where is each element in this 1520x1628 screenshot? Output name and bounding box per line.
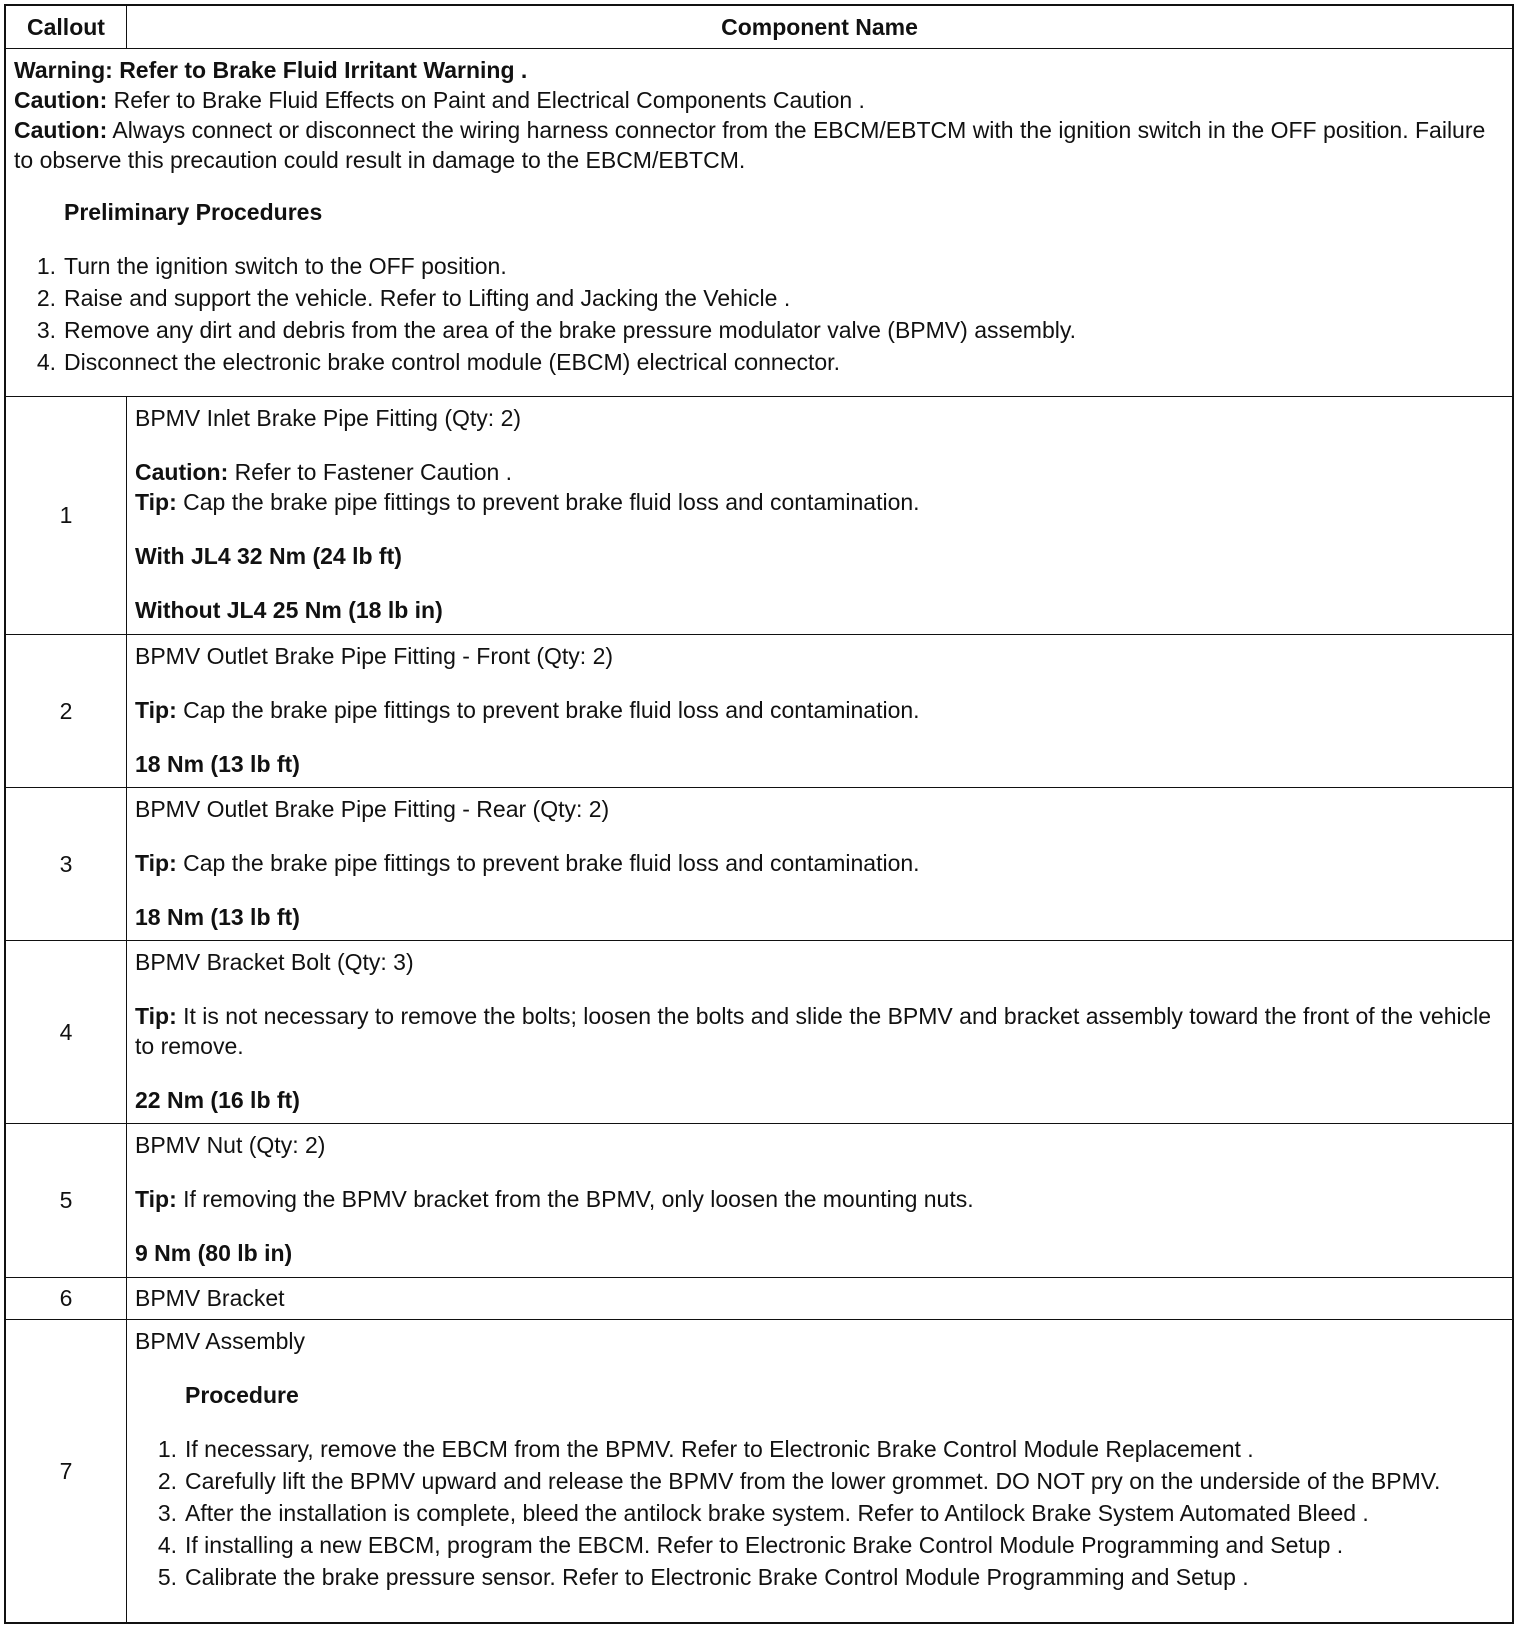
tip-label: Tip: [135, 489, 177, 515]
torque-spec: 22 Nm (16 lb ft) [135, 1087, 300, 1113]
component-cell [127, 1124, 1512, 1277]
list-item: 3. Remove any dirt and debris from the area of the brake pressure modulator valve (BPMV) assembly. [36, 317, 1077, 343]
component-name: BPMV Nut (Qty: 2) [135, 1132, 326, 1158]
header-component-name: Component Name [721, 14, 918, 40]
preliminary-steps [14, 251, 1504, 379]
tip-label: Tip: [135, 1186, 177, 1212]
list-item: 1. Turn the ignition switch to the OFF position. [36, 253, 507, 279]
tip-label: Tip: [135, 850, 177, 876]
tip-text: Cap the brake pipe fittings to prevent brake fluid loss and contamination. [183, 850, 920, 876]
procedure-steps [135, 1434, 1504, 1594]
callout-number: 5 [6, 1124, 127, 1277]
table-row [6, 1124, 1512, 1278]
caution-line-2 [14, 115, 1504, 175]
caution-line-1 [14, 85, 1504, 115]
procedure-title: Procedure [185, 1382, 299, 1408]
component-cell [127, 635, 1512, 787]
component-cell [127, 1278, 1512, 1319]
table-row [6, 788, 1512, 941]
callout-number: 6 [6, 1278, 127, 1319]
list-item: 3. After the installation is complete, bleed the antilock brake system. Refer to Antilock Brake System Automated Bleed . [157, 1500, 1369, 1526]
list-item: 4. Disconnect the electronic brake control module (EBCM) electrical connector. [36, 349, 840, 375]
callout-number: 7 [6, 1320, 127, 1622]
torque-spec: 18 Nm (13 lb ft) [135, 904, 300, 930]
component-name: BPMV Outlet Brake Pipe Fitting - Rear (Qty: 2) [135, 796, 610, 822]
tip-label: Tip: [135, 697, 177, 723]
list-item: 5. Calibrate the brake pressure sensor. Refer to Electronic Brake Control Module Programming and Setup . [157, 1564, 1249, 1590]
callout-number: 1 [6, 397, 127, 634]
table-row [6, 397, 1512, 635]
caution-text-1: Refer to Brake Fluid Effects on Paint and Electrical Components Caution . [113, 87, 865, 113]
torque-spec: 18 Nm (13 lb ft) [135, 751, 300, 777]
component-cell [127, 397, 1512, 634]
tip-text: If removing the BPMV bracket from the BPMV, only loosen the mounting nuts. [183, 1186, 974, 1212]
torque-spec: 9 Nm (80 lb in) [135, 1240, 293, 1266]
intro-cell [6, 49, 1512, 396]
component-name: BPMV Inlet Brake Pipe Fitting (Qty: 2) [135, 405, 522, 431]
header-callout: Callout [6, 6, 127, 48]
caution-text-2: Always connect or disconnect the wiring harness connector from the EBCM/EBTCM with the ignition switch in the OFF position. Failure to observe this precaution could result in damage to the EBCM/EBTCM. [14, 117, 1486, 173]
tip-text: Cap the brake pipe fittings to prevent brake fluid loss and contamination. [183, 489, 920, 515]
callout-number: 3 [6, 788, 127, 940]
table-header [6, 6, 1512, 49]
caution-label-2: Caution: [14, 117, 108, 143]
preliminary-procedures-title: Preliminary Procedures [64, 199, 323, 225]
warning-text: Refer to Brake Fluid Irritant Warning . [119, 57, 528, 83]
tip-text: Cap the brake pipe fittings to prevent brake fluid loss and contamination. [183, 697, 920, 723]
caution-label: Caution: [135, 459, 229, 485]
table-row [6, 1320, 1512, 1622]
list-item: 1. If necessary, remove the EBCM from the BPMV. Refer to Electronic Brake Control Module Replacement . [157, 1436, 1254, 1462]
caution-text: Refer to Fastener Caution . [234, 459, 513, 485]
list-item: 2. Carefully lift the BPMV upward and release the BPMV from the lower grommet. DO NOT pry on the underside of the BPMV. [157, 1468, 1441, 1494]
list-item: 4. If installing a new EBCM, program the EBCM. Refer to Electronic Brake Control Module Programming and Setup . [157, 1532, 1344, 1558]
table-row [6, 635, 1512, 788]
component-name: BPMV Assembly [135, 1328, 305, 1354]
tip-text: It is not necessary to remove the bolts; loosen the bolts and slide the BPMV and bracket assembly toward the front of the vehicle to remove. [135, 1003, 1491, 1059]
intro-row [6, 49, 1512, 397]
list-item: 2. Raise and support the vehicle. Refer to Lifting and Jacking the Vehicle . [36, 285, 791, 311]
callout-number: 2 [6, 635, 127, 787]
component-table [4, 4, 1514, 1624]
warning-label: Warning: [14, 57, 113, 83]
callout-number: 4 [6, 941, 127, 1123]
table-row [6, 941, 1512, 1124]
table-row [6, 1278, 1512, 1320]
warning-line [14, 55, 1504, 85]
caution-label-1: Caution: [14, 87, 108, 113]
component-name: BPMV Bracket Bolt (Qty: 3) [135, 949, 414, 975]
component-name: BPMV Outlet Brake Pipe Fitting - Front (Qty: 2) [135, 643, 614, 669]
component-cell [127, 1320, 1512, 1622]
component-cell [127, 788, 1512, 940]
component-cell [127, 941, 1512, 1123]
torque-spec-with-jl4: With JL4 32 Nm (24 lb ft) [135, 543, 402, 569]
component-name: BPMV Bracket [135, 1285, 285, 1311]
torque-spec-without-jl4: Without JL4 25 Nm (18 lb in) [135, 597, 443, 623]
tip-label: Tip: [135, 1003, 177, 1029]
